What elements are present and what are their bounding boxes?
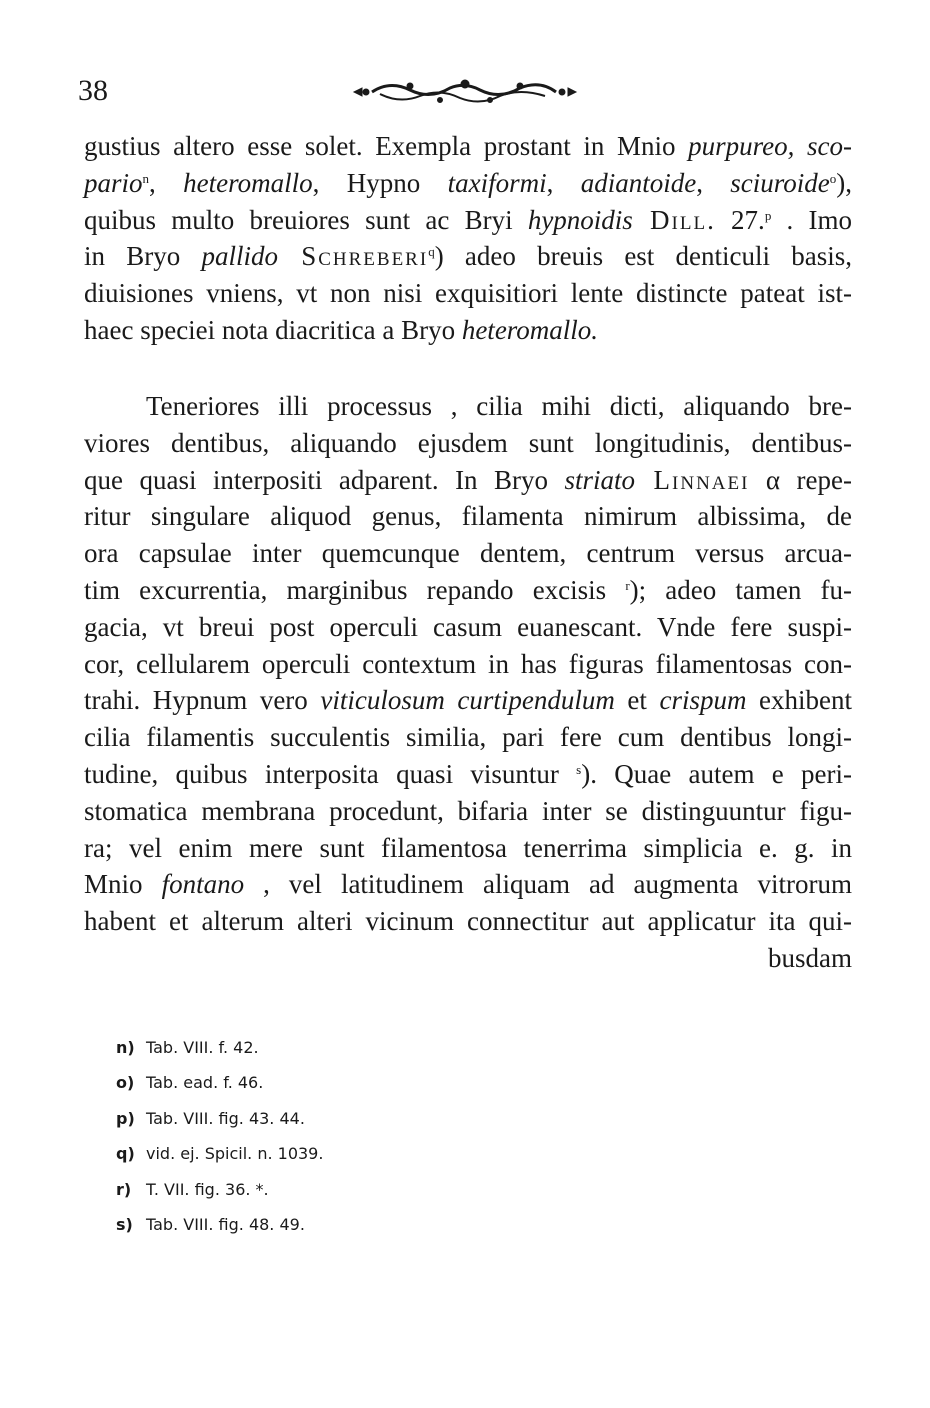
text-line: ora capsulae inter quemcunque dentem, centrum versus arcua- xyxy=(84,538,852,569)
footnote-ref[interactable]: r xyxy=(625,577,630,593)
footnote-o xyxy=(116,1065,323,1100)
footnote-ref[interactable]: o xyxy=(829,170,837,186)
footnote-label: n) xyxy=(116,1038,135,1057)
paragraph-2 xyxy=(84,388,852,977)
text-line: Mnio fontano , vel latitudinem aliquam ad augmenta vitrorum xyxy=(84,869,853,900)
text-line: tudine, quibus interposita quasi visuntur $^s$). Quae autem e peri- xyxy=(84,758,852,789)
footnote-ref[interactable]: q xyxy=(428,244,435,260)
text-line: que quasi interpositi adparent. In Bryo striato Linnaei α repe- xyxy=(84,464,853,495)
text-line: tim excurrentia, marginibus repando excisis $^r$); adeo tamen fu- xyxy=(84,574,852,605)
footnote-text: vid. ej. Spicil. n. 1039. xyxy=(146,1144,324,1164)
footnote-text: T. VII. fig. 36. *. xyxy=(146,1179,269,1199)
footnote-text: Tab. VIII. fig. 43. 44. xyxy=(146,1108,305,1128)
footnote-ref[interactable]: p xyxy=(764,207,772,223)
text-line: gacia, vt breui post operculi casum euanescant. Vnde fere suspi- xyxy=(84,611,852,642)
footnote-label: p) xyxy=(116,1108,135,1128)
footnote-r xyxy=(116,1172,323,1207)
catchword: busdam xyxy=(768,942,852,973)
footnote-label: r) xyxy=(116,1179,132,1199)
text-line: pario$^n$, heteromallo, Hypno taxiformi, adiantoide, sciuroide$^o$), xyxy=(84,167,853,198)
text-line: viores dentibus, aliquando ejusdem sunt longitudinis, dentibus- xyxy=(84,427,852,458)
footnote-p xyxy=(116,1101,323,1136)
text-line: gustius altero esse solet. Exempla prostant in Mnio purpureo, sco- xyxy=(84,131,852,161)
paragraph-1 xyxy=(84,128,852,349)
footnotes xyxy=(116,1030,323,1242)
footnote-text: Tab. VIII. f. 42. xyxy=(146,1038,259,1057)
footnote-s xyxy=(116,1207,323,1242)
footnote-label: o) xyxy=(116,1073,135,1093)
footnote-label: s) xyxy=(116,1214,133,1234)
text-line: Teneriores illi processus , cilia mihi dicti, aliquando bre- xyxy=(146,391,852,421)
text-line: stomatica membrana procedunt, bifaria inter se distinguuntur figu- xyxy=(84,795,852,826)
text-line: quibus multo breuiores sunt ac Bryi hypnoidis Dill. 27.$^p$ . Imo xyxy=(84,204,853,235)
text-line: ra; vel enim mere sunt filamentosa tenerrima simplicia e. g. in xyxy=(84,832,852,863)
text-line: in Bryo pallido Schreberi$^q$) adeo breuis est denticuli basis, xyxy=(84,241,852,272)
text-line: cilia filamentis succulentis similia, pari fere cum dentibus longi- xyxy=(84,722,852,753)
page-number: 38 xyxy=(78,74,108,107)
footnote-n xyxy=(116,1030,323,1065)
footnote-ref[interactable]: n xyxy=(142,170,150,186)
ornament-icon xyxy=(350,78,580,108)
text-line: trahi. Hypnum vero viticulosum curtipendulum et crispum exhibent xyxy=(84,685,852,716)
footnote-text: Tab. ead. f. 46. xyxy=(146,1073,264,1093)
text-line: habent et alterum alteri vicinum connectitur aut applicatur ita qui- xyxy=(84,906,852,937)
footnote-label: q) xyxy=(116,1144,135,1164)
footnote-q xyxy=(116,1136,323,1171)
text-line: ritur singulare aliquod genus, filamenta nimirum albissima, de xyxy=(84,501,852,532)
text-line: haec speciei nota diacritica a Bryo heteromallo. xyxy=(84,314,599,345)
text-line: cor, cellularem operculi contextum in has figuras filamentosas con- xyxy=(84,648,852,679)
text-line: diuisiones vniens, vt non nisi exquisitiori lente distincte pateat ist- xyxy=(84,278,852,309)
footnote-ref[interactable]: s xyxy=(576,761,582,777)
footnote-text: Tab. VIII. fig. 48. 49. xyxy=(146,1214,305,1234)
